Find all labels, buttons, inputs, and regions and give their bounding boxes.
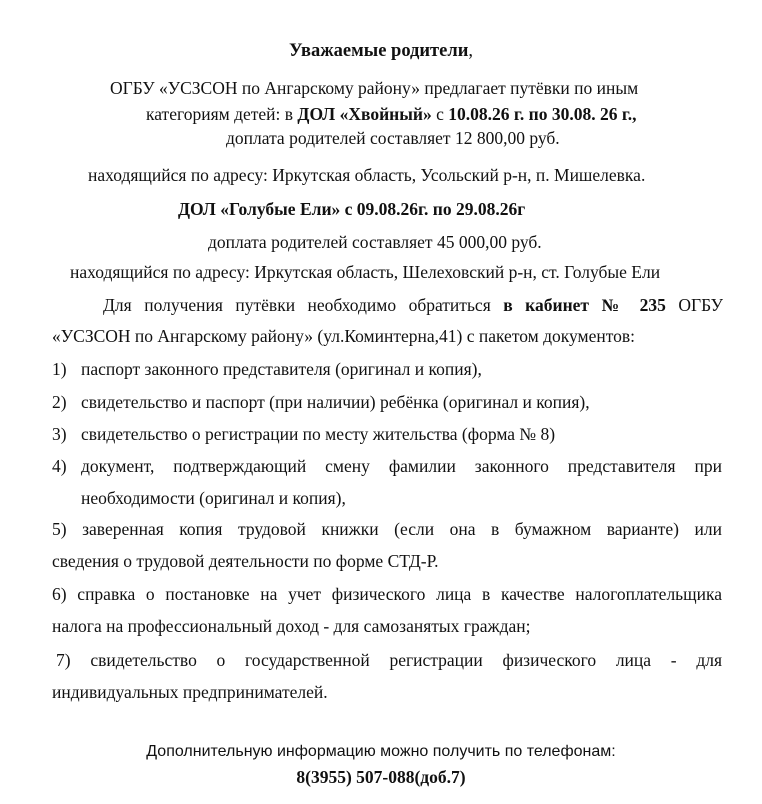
offer-line-2-prefix: категориям детей: в [146,104,298,124]
offer-line-2-mid: с [431,104,449,124]
camp1-name: ДОЛ «Хвойный» [297,104,432,124]
document-text: свидетельство и паспорт (при наличии) ребёнка (оригинал и копия), [81,392,590,412]
office-number: в кабинет № 235 [503,295,666,315]
document-item-6 [52,584,722,605]
document-item-6-cont: налога на профессиональный доход - для самозанятых граждан; [52,616,531,636]
document-text: свидетельство о государственной регистрации физического лица - для [90,650,723,670]
document-text: свидетельство о регистрации по месту жительства (форма № 8) [81,424,556,444]
document-text: заверенная копия трудовой книжки (если она в бумажном варианте) или [82,519,723,539]
document-item-2 [52,392,590,413]
document-number: 2) [52,392,67,412]
contact-label: Дополнительную информацию можно получить по телефонам: [146,743,616,760]
document-item-3 [52,424,555,445]
offer-line-1: ОГБУ «УСЗСОН по Ангарскому району» предлагает путёвки по иным [110,78,639,98]
contact-phone: 8(3955) 507-088(доб.7) [296,767,466,787]
document-number: 5) [52,519,67,539]
camp1-dates: 10.08.26 г. по 30.08. 26 г., [448,104,637,124]
document-item-5-cont: сведения о трудовой деятельности по форме СТД-Р. [52,551,439,571]
document-item-1 [52,359,482,380]
camp2-title: ДОЛ «Голубые Ели» с 09.08.26г. по 29.08.26г [178,199,526,219]
document-text: документ, подтверждающий смену фамилии законного представителя при [81,456,722,476]
document-number: 7) [56,650,71,670]
title-text: Уважаемые родители [288,41,469,61]
instructions-suffix: ОГБУ [665,295,723,315]
document-item-4 [52,456,722,477]
document-number: 6) [52,584,67,604]
page-title [0,41,762,62]
camp1-fee: доплата родителей составляет 12 800,00 руб. [226,128,560,148]
instructions-line-2: «УСЗСОН по Ангарскому району» (ул.Коминтерна,41) с пакетом документов: [52,326,636,346]
document-text: паспорт законного представителя (оригинал и копия), [81,359,482,379]
camp2-address: находящийся по адресу: Иркутская область, Шелеховский р-н, ст. Голубые Ели [70,262,661,282]
camp2-fee: доплата родителей составляет 45 000,00 руб. [208,232,542,252]
document-item-7 [56,650,722,671]
instructions-line-1 [103,295,723,316]
document-number: 3) [52,424,67,444]
document-item-4-cont: необходимости (оригинал и копия), [81,488,346,508]
document-number: 4) [52,456,67,476]
document-item-7-cont: индивидуальных предпринимателей. [52,682,328,702]
title-comma: , [468,41,474,61]
document-number: 1) [52,359,67,379]
camp1-address: находящийся по адресу: Иркутская область, Усольский р-н, п. Мишелевка. [88,165,646,185]
offer-line-2 [146,104,637,125]
document-text: справка о постановке на учет физического лица в качестве налогоплательщика [77,584,723,604]
document-item-5 [52,519,722,540]
instructions-prefix: Для получения путёвки необходимо обратиться [103,295,504,315]
